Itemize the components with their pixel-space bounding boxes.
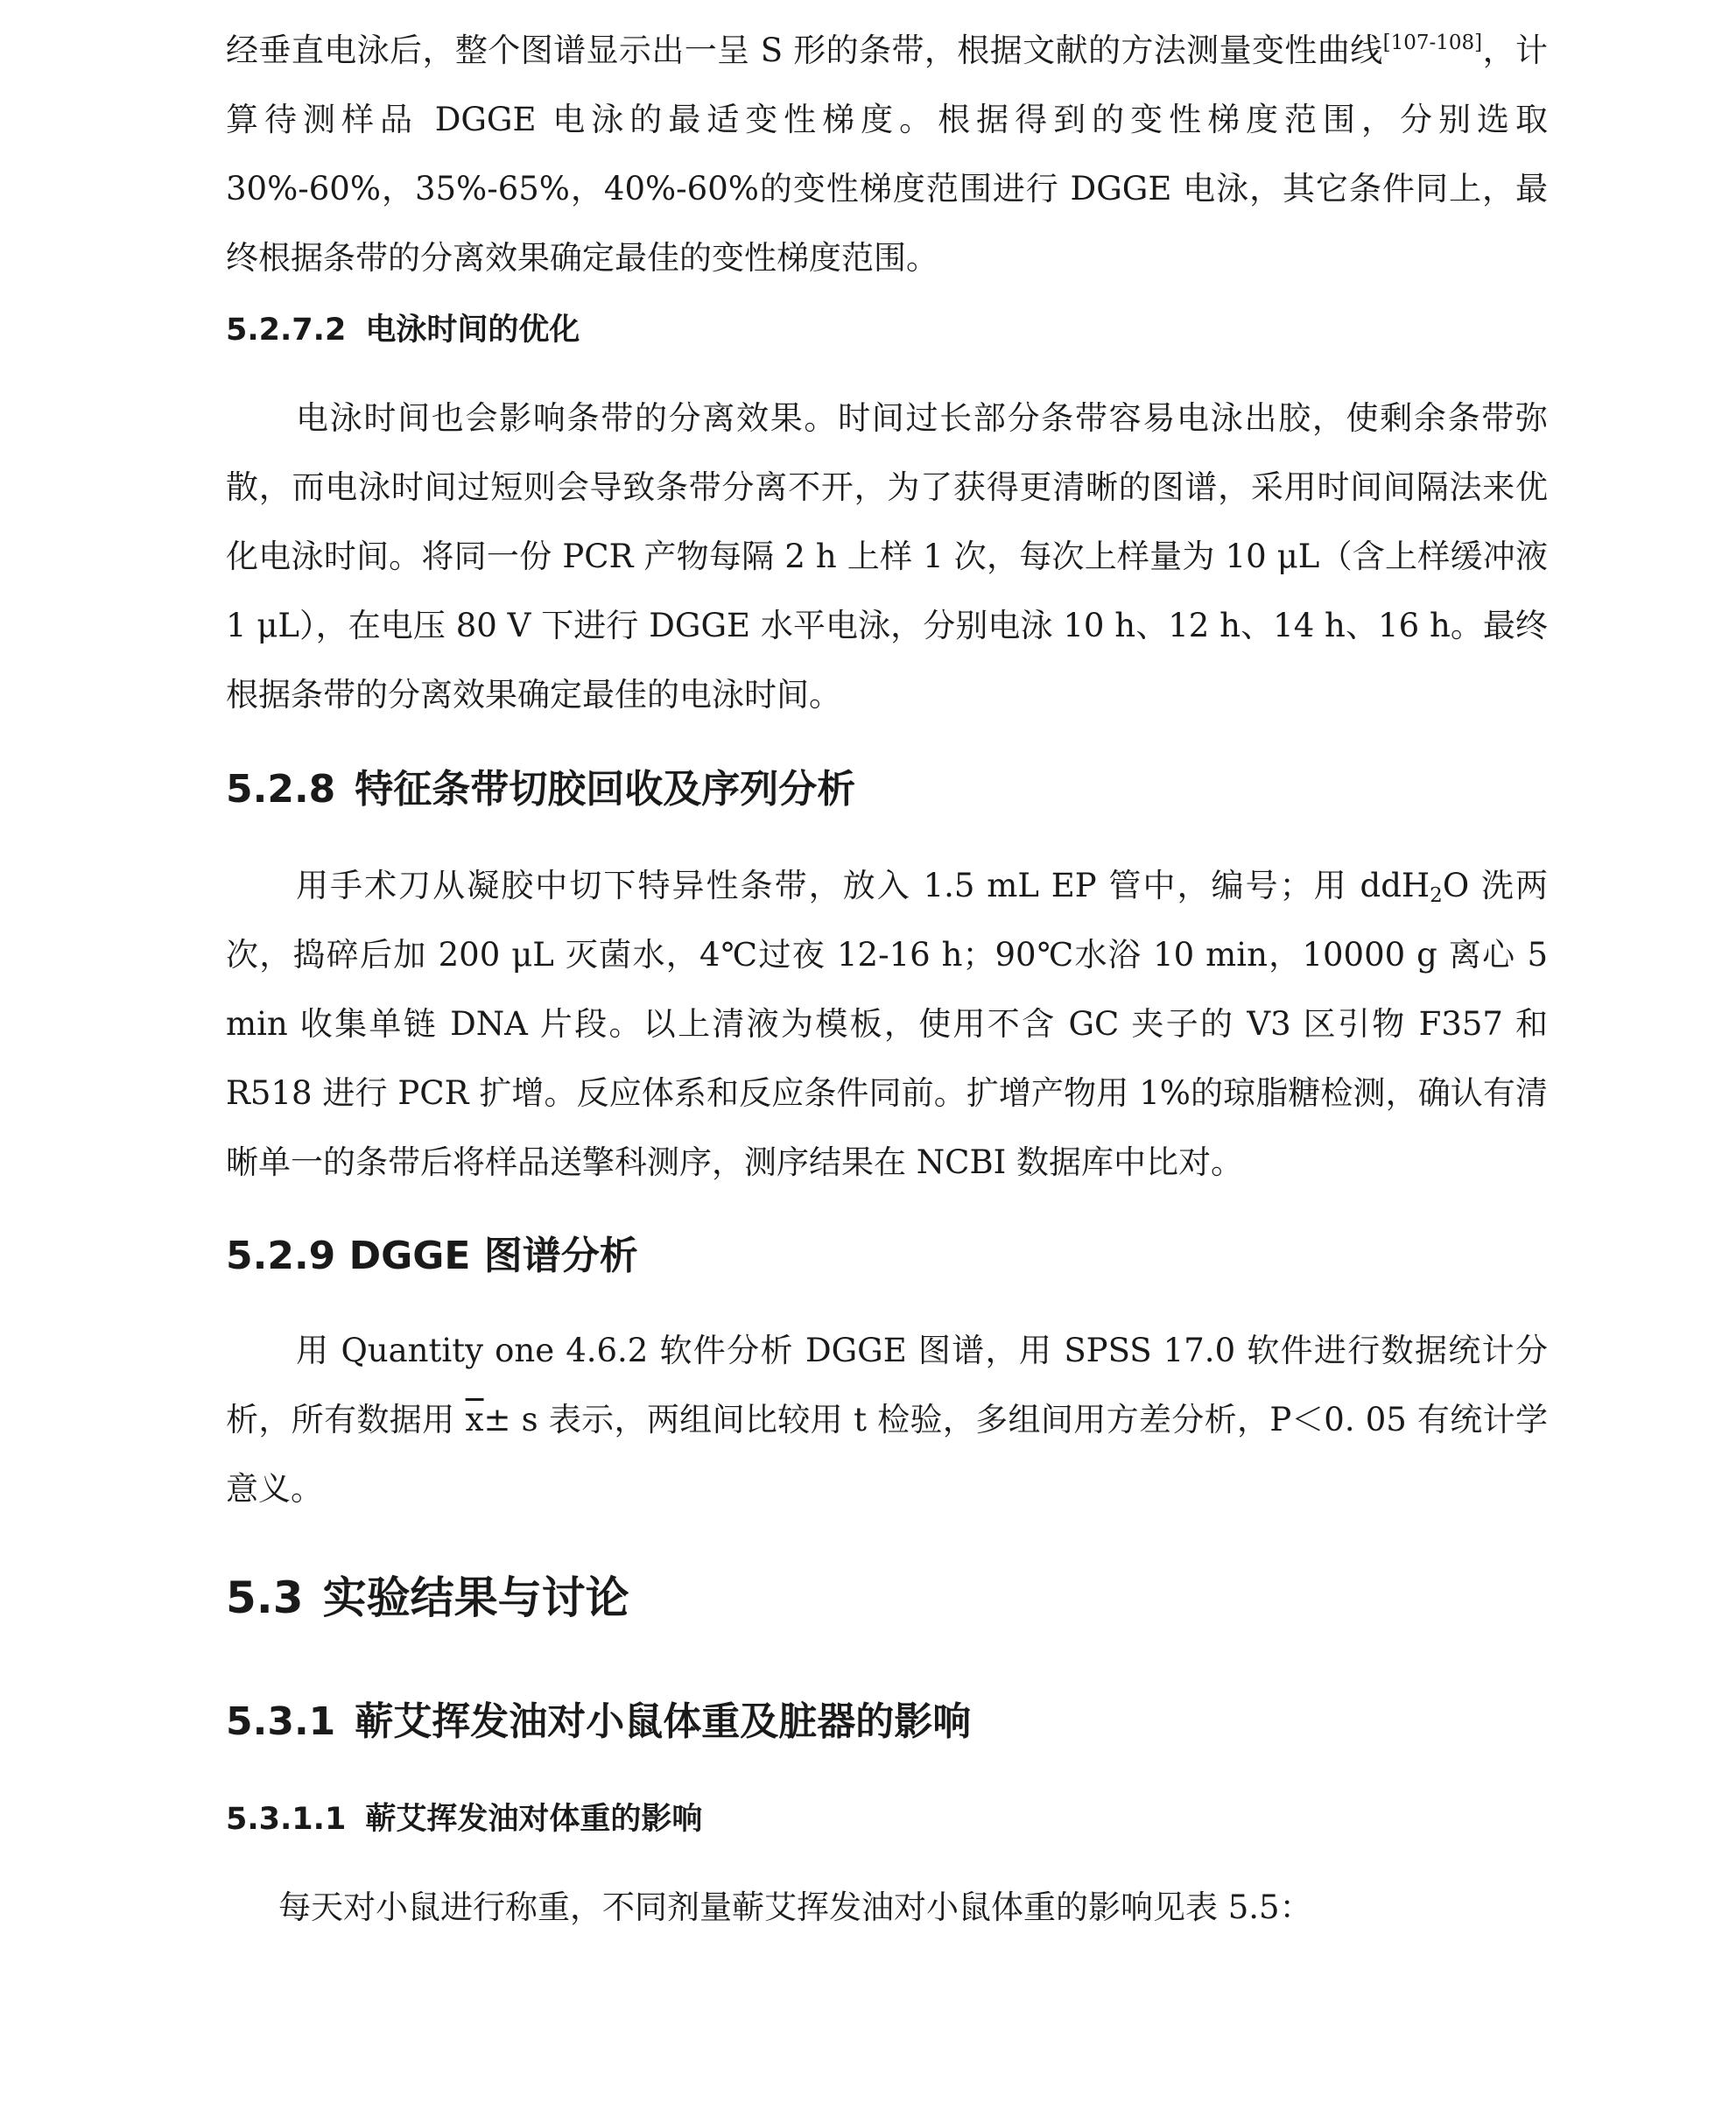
heading-5-3-1-1: 5.3.1.1 蕲艾挥发油对体重的影响 [226, 1802, 703, 1837]
heading-5-3: 5.3 实验结果与讨论 [226, 1572, 629, 1623]
x-bar-symbol: $\overline{x}$ [465, 1401, 484, 1438]
citation-ref: [107-108] [1382, 32, 1483, 54]
subscript-2: 2 [1430, 884, 1443, 907]
heading-5-3-1: 5.3.1 蕲艾挥发油对小鼠体重及脏器的影响 [226, 1699, 972, 1744]
heading-5-2-9: 5.2.9 DGGE 图谱分析 [226, 1234, 638, 1278]
paragraph-denaturing-gradient: 经垂直电泳后，整个图谱显示出一呈 S 形的条带，根据文献的方法测量变性曲线[107-108]，计算待测样品 DGGE 电泳的最适变性梯度。根据得到的变性梯度范围，分别选取 30%-60%，35%-65%，40%-60%的变性梯度范围进行 DGGE 电泳，其它条件同上，最终根据条带的分离效果确定最佳的变性梯度范围。 [226, 32, 1548, 277]
paragraph-band-recovery: 用手术刀从凝胶中切下特异性条带，放入 1.5 mL EP 管中，编号；用 ddH$_2$O 洗两次，捣碎后加 200 μL 灭菌水，4℃过夜 12-16 h；90℃水浴 10 min，10000 g 离心 5 min 收集单链 DNA 片段。以上清液为模板，使用不含 GC 夹子的 V3 区引物 F357 和 R518 进行 PCR 扩增。反应体系和反应条件同前。扩增产物用 1%的琼脂糖检测，确认有清晰单一的条带后将样品送擎科测序，测序结果在 NCBI 数据库中比对。 [226, 867, 1548, 1181]
heading-5-2-7-2: 5.2.7.2 电泳时间的优化 [226, 313, 580, 348]
heading-5-2-8: 5.2.8 特征条带切胶回收及序列分析 [226, 767, 856, 812]
paragraph-body-weight: 每天对小鼠进行称重，不同剂量蕲艾挥发油对小鼠体重的影响见表 5.5： [278, 1888, 1312, 1926]
paragraph-dgge-analysis: 用 Quantity one 4.6.2 软件分析 DGGE 图谱，用 SPSS 17.0 软件进行数据统计分析，所有数据用 $\overline{x}\pm s$ 表示，两组间比较用 t 检验，多组间用方差分析，P＜0. 05 有统计学意义。 [226, 1332, 1548, 1508]
paragraph-electrophoresis-time: 电泳时间也会影响条带的分离效果。时间过长部分条带容易电泳出胶，使剩余条带弥散，而电泳时间过短则会导致条带分离不开，为了获得更清晰的图谱，采用时间间隔法来优化电泳时间。将同一份 PCR 产物每隔 2 h 上样 1 次，每次上样量为 10 μL（含上样缓冲液 1 μL），在电压 80 V 下进行 DGGE 水平电泳，分别电泳 10 h、12 h、14 h、16 h。最终根据条带的分离效果确定最佳的电泳时间。 [226, 399, 1548, 714]
